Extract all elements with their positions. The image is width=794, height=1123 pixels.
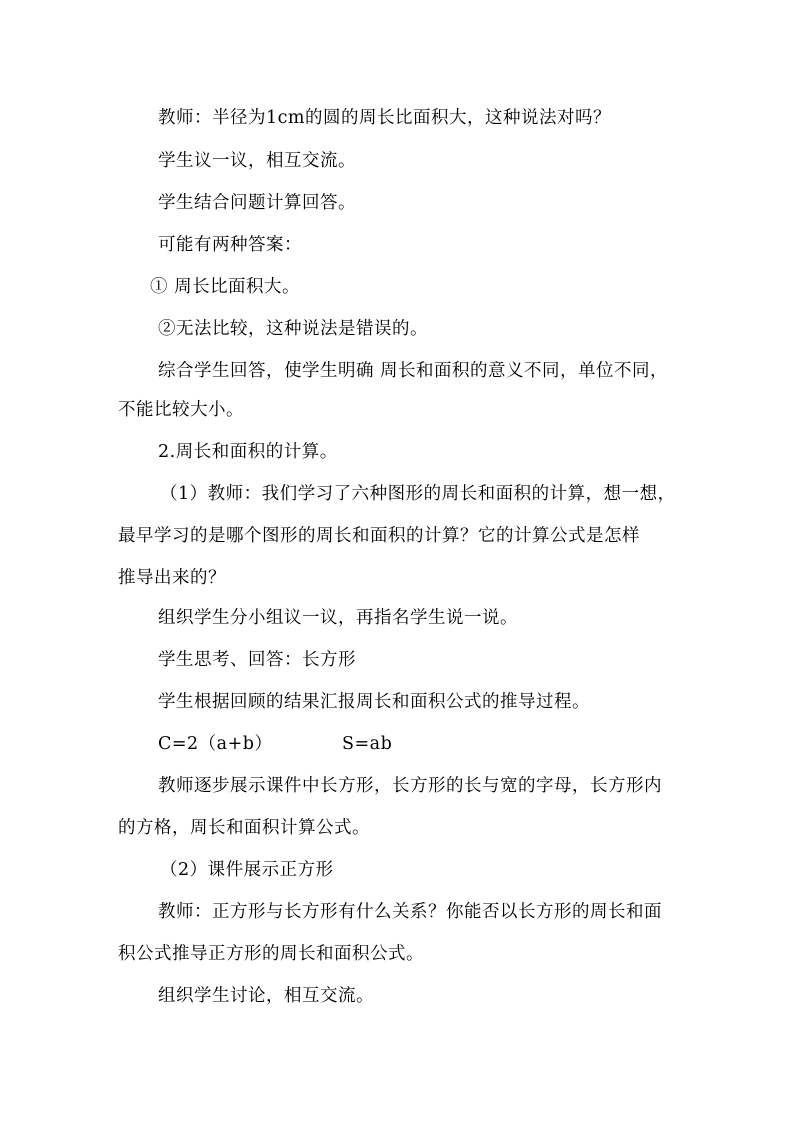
paragraph-group-discussion: 组织学生分小组议一议，再指名学生说一说。 xyxy=(158,608,518,628)
paragraph-student-rectangle: 学生思考、回答：长方形 xyxy=(158,650,356,670)
paragraph-final-discussion: 组织学生讨论，相互交流。 xyxy=(158,986,374,1006)
paragraph-teacher-question: 教师：半径为1cm的圆的周长比面积大，这种说法对吗？ xyxy=(158,108,612,128)
formula-perimeter: C=2（a+b） xyxy=(158,734,273,754)
paragraph-student-answer: 学生结合问题计算回答。 xyxy=(158,193,356,213)
paragraph-formula-report: 学生根据回顾的结果汇报周长和面积公式的推导过程。 xyxy=(158,692,590,712)
paragraph-two-answers: 可能有两种答案： xyxy=(158,235,302,255)
paragraph-courseware-line-2: 的方格，周长和面积计算公式。 xyxy=(118,818,370,838)
answer-option-2: ②无法比较，这种说法是错误的。 xyxy=(158,319,428,339)
answer-option-1: ① 周长比面积大。 xyxy=(150,277,301,297)
formula-area: S=ab xyxy=(342,734,393,754)
paragraph-summary-line-2: 不能比较大小。 xyxy=(118,400,244,420)
paragraph-item-1-line-3: 推导出来的？ xyxy=(118,568,226,588)
paragraph-courseware-line-1: 教师逐步展示课件中长方形，长方形的长与宽的字母，长方形内 xyxy=(158,776,662,796)
paragraph-item-2: （2）课件展示正方形 xyxy=(160,860,334,880)
section-heading-calculation: 2.周长和面积的计算。 xyxy=(158,442,338,462)
paragraph-summary-line-1: 综合学生回答，使学生明确 周长和面积的意义不同，单位不同， xyxy=(158,361,669,381)
paragraph-square-question-line-1: 教师：正方形与长方形有什么关系？你能否以长方形的周长和面 xyxy=(158,902,662,922)
paragraph-item-1-line-2: 最早学习的是哪个图形的周长和面积的计算？它的计算公式是怎样 xyxy=(118,526,640,546)
paragraph-item-1-line-1: （1）教师：我们学习了六种图形的周长和面积的计算，想一想， xyxy=(160,484,676,504)
paragraph-square-question-line-2: 积公式推导正方形的周长和面积公式。 xyxy=(118,944,424,964)
paragraph-student-discussion: 学生议一议，相互交流。 xyxy=(158,151,356,171)
